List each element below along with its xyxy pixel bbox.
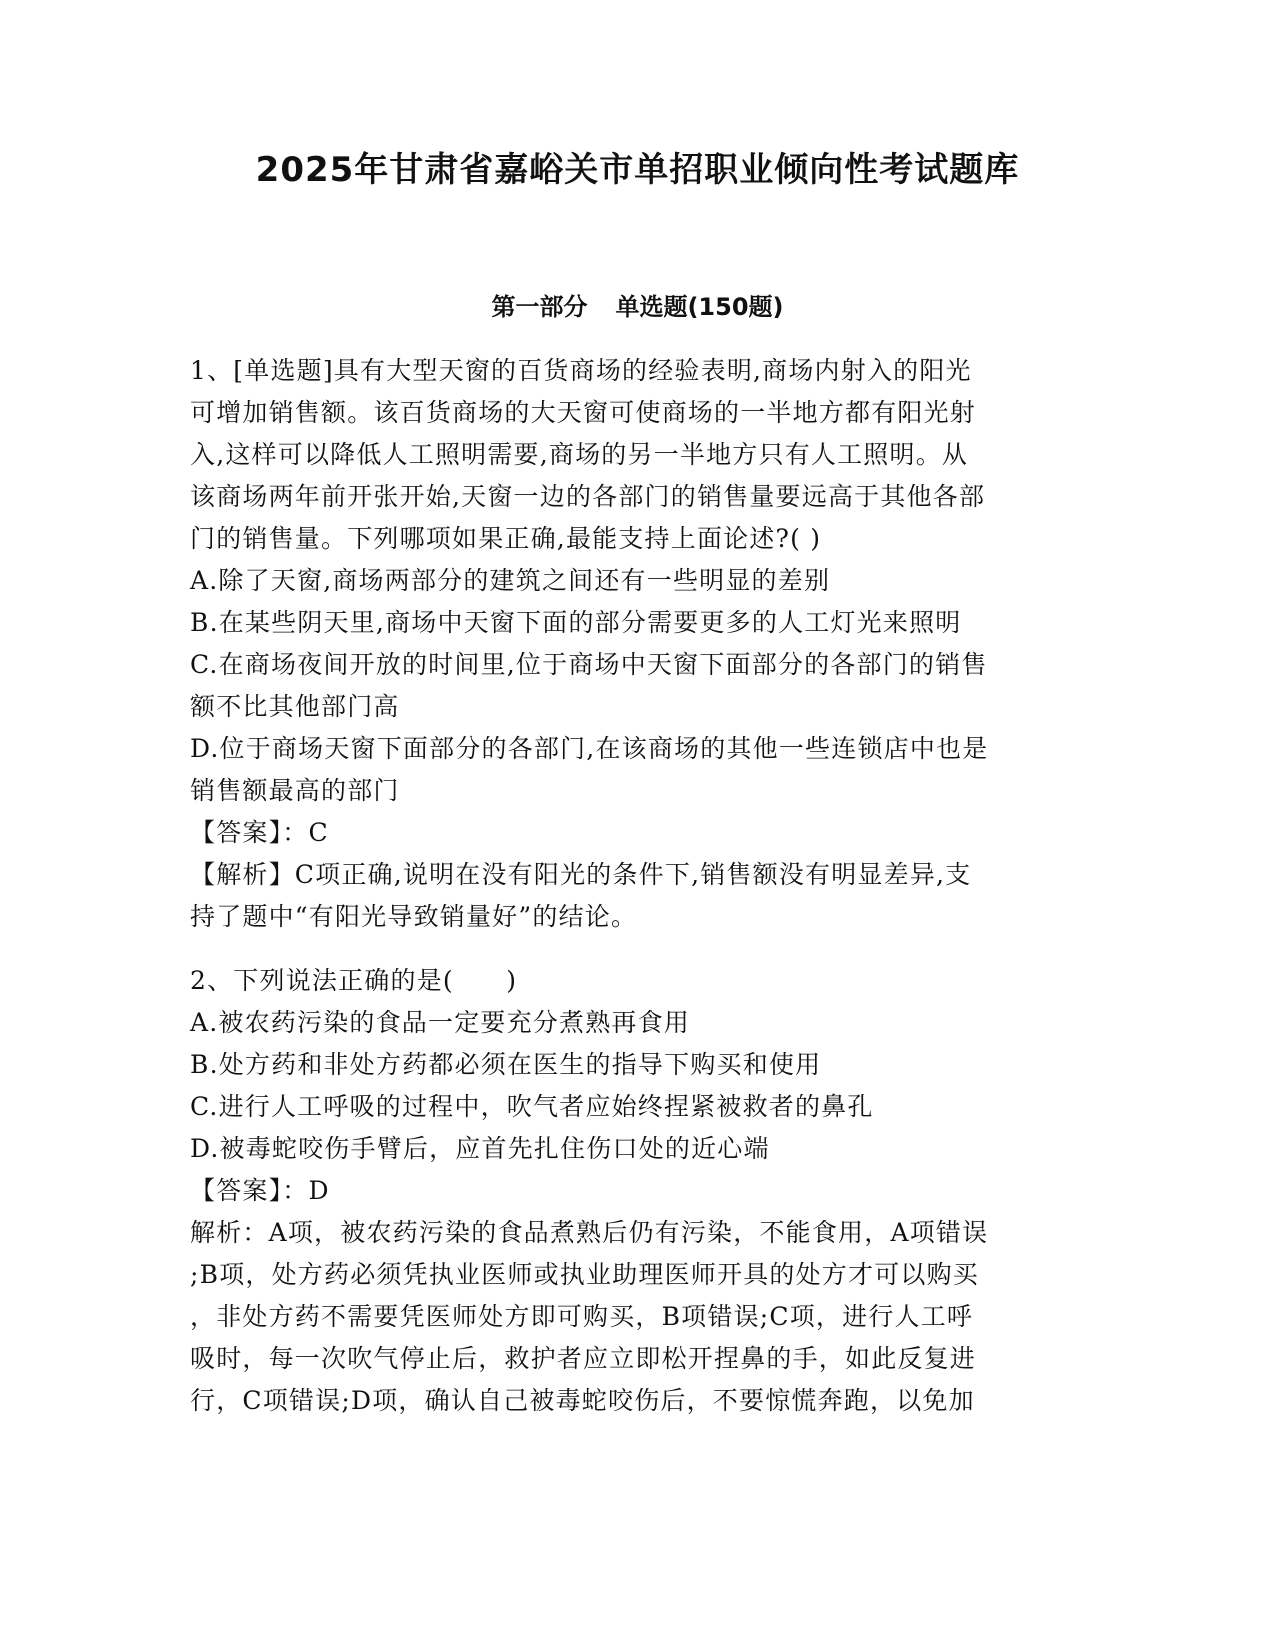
question-text-line: 额不比其他部门高 [190, 692, 400, 721]
question-text-line: 解析：A项，被农药污染的食品煮熟后仍有污染，不能食用，A项错误 [190, 1218, 989, 1247]
section-heading [0, 290, 1275, 324]
question-text-line: 1、[单选题]具有大型天窗的百货商场的经验表明,商场内射入的阳光 [190, 356, 972, 385]
question-text-line: 该商场两年前开张开始,天窗一边的各部门的销售量要远高于其他各部 [190, 482, 986, 511]
question-text-line: ;B项，处方药必须凭执业医师或执业助理医师开具的处方才可以购买 [190, 1260, 979, 1289]
question-text-line: 持了题中“有阳光导致销量好”的结论。 [190, 902, 638, 931]
section-part: 第一部分 [491, 293, 588, 321]
question-text-line: B.处方药和非处方药都必须在医生的指导下购买和使用 [190, 1050, 822, 1079]
document-title: 2025年甘肃省嘉峪关市单招职业倾向性考试题库 [255, 150, 1020, 190]
question-text-line: 入,这样可以降低人工照明需要,商场的另一半地方只有人工照明。从 [190, 440, 969, 469]
question-list [190, 350, 1085, 1422]
question-text-line: 【答案】：C [190, 818, 329, 847]
question-block [190, 350, 1085, 938]
question-text-line: D.被毒蛇咬伤手臂后，应首先扎住伤口处的近心端 [190, 1134, 770, 1163]
question-text-line: 【解析】C项正确,说明在没有阳光的条件下,销售额没有明显差异,支 [190, 860, 972, 889]
question-text-line: B.在某些阴天里,商场中天窗下面的部分需要更多的人工灯光来照明 [190, 608, 962, 637]
question-text-line: 可增加销售额。该百货商场的大天窗可使商场的一半地方都有阳光射 [190, 398, 977, 427]
question-text-line: ，非处方药不需要凭医师处方即可购买，B项错误;C项，进行人工呼 [190, 1302, 974, 1331]
question-block [190, 960, 1085, 1422]
question-text-line: 吸时，每一次吹气停止后，救护者应立即松开捏鼻的手，如此反复进 [190, 1344, 977, 1373]
question-text-line: A.被农药污染的食品一定要充分煮熟再食用 [190, 1008, 691, 1037]
section-name: 单选题(150题) [615, 293, 784, 321]
question-text-line: 门的销售量。下列哪项如果正确,最能支持上面论述?( ) [190, 524, 822, 553]
question-text-line: A.除了天窗,商场两部分的建筑之间还有一些明显的差别 [190, 566, 831, 595]
question-text-line: D.位于商场天窗下面部分的各部门,在该商场的其他一些连锁店中也是 [190, 734, 989, 763]
question-text-line: 2、下列说法正确的是( ) [190, 966, 518, 995]
question-text-line: 行，C项错误;D项，确认自己被毒蛇咬伤后，不要惊慌奔跑，以免加 [190, 1386, 975, 1415]
question-text-line: 【答案】：D [190, 1176, 330, 1205]
question-text-line: 销售额最高的部门 [190, 776, 400, 805]
question-text-line: C.在商场夜间开放的时间里,位于商场中天窗下面部分的各部门的销售 [190, 650, 988, 679]
question-text-line: C.进行人工呼吸的过程中，吹气者应始终捏紧被救者的鼻孔 [190, 1092, 874, 1121]
